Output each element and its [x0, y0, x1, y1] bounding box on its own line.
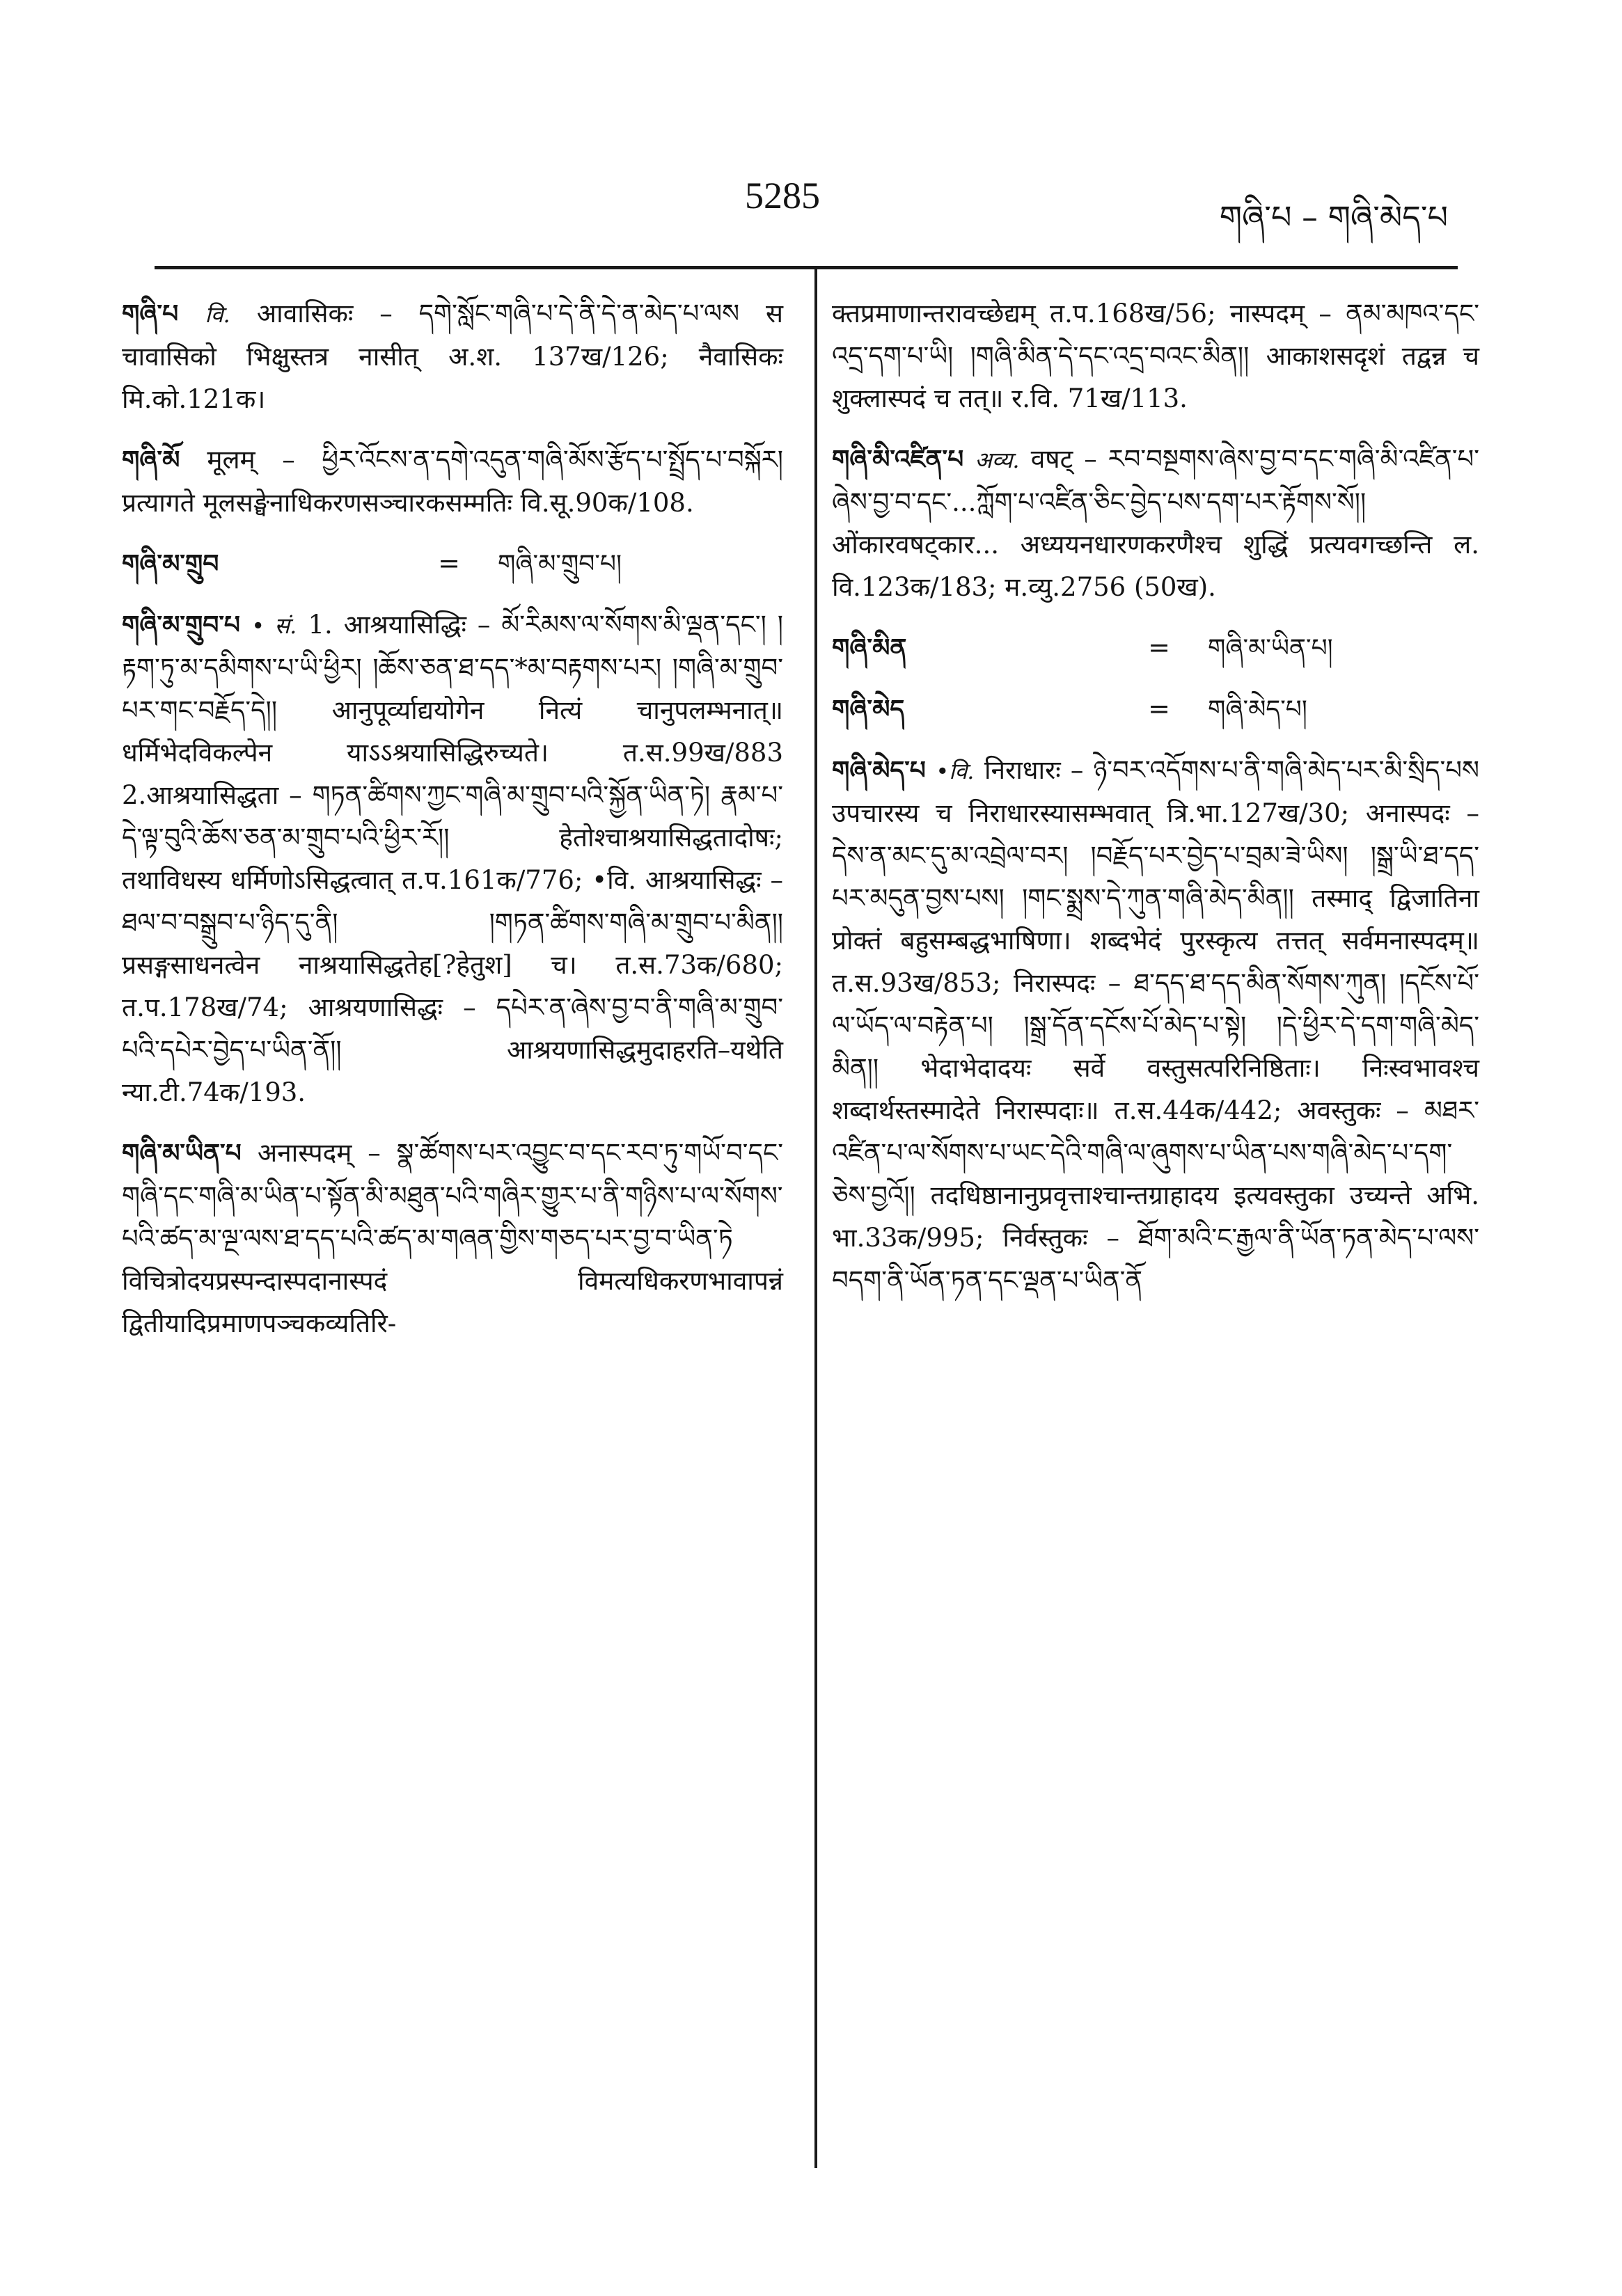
entry-grammar-label: वि.: [205, 301, 230, 328]
xref-target: གཞི་མ་ཡིན་པ།: [1208, 634, 1333, 663]
dictionary-entry: [122, 1132, 783, 1345]
entry-headword: གཞི་མོ: [122, 446, 180, 475]
dictionary-entry: [122, 292, 783, 420]
dictionary-entry: [832, 749, 1479, 1301]
entry-body: अनास्पदम् – སྣ་ཚོགས་པར་འབྱུང་བ་དང་རབ་ཏུ་གཡོ་བ་དང་གཞི་དང་གཞི་མ་ཡིན་པ་སྟོན་མི་མཐུན་པའི་གཞིར་གྱུར་པ་ནི་གཉིས་པ་ལ་སོགས་པའི་ཚད་མ་ལྔ་ལས་ཐ་དད་པའི་ཚད་མ་གཞན་གྱིས་གཅད་པར་བྱ་བ་ཡིན་ཏེ विचित्रोदयप्रस्पन्दास्पदानास्पदं विमत्यधिकरणभावापन्नं द्वितीयादिप्रमाणपञ्चकव्यतिरि-: [122, 1138, 783, 1338]
xref-target: གཞི་མེད་པ།: [1208, 695, 1307, 724]
running-head: གཞི་པ – གཞི་མེད་པ: [1219, 198, 1448, 236]
page-number: 5285: [745, 175, 820, 216]
xref-headword: གཞི་མེད: [832, 695, 905, 724]
entry-headword: གཞི་མི་འཛིན་པ: [832, 445, 964, 474]
header-rule: [155, 266, 1458, 269]
xref-headword: གཞི་མ་གྲུབ: [122, 550, 219, 578]
xref-equals: =: [438, 548, 460, 578]
entry-headword: གཞི་མེད་པ: [832, 757, 926, 785]
entry-body: आवासिकः – དགེ་སློང་གཞི་པ་དེ་ནི་དེ་ན་མེད་པ་ལས स चावासिको भिक्षुस्तत्र नासीत् अ.श. 137ख/126; नैवासिकः मि.को.121क।: [122, 299, 783, 414]
entry-headword: གཞི་མ་གྲུབ་པ: [122, 611, 240, 640]
dictionary-entry: [122, 603, 783, 1114]
cross-reference: [832, 626, 1479, 670]
entry-body: 1. आश्रयासिद्धिः – མོ་རིམས་ལ་སོགས་མི་ལྡན་དང་། །རྟག་ཏུ་མ་དམིགས་པ་ཡི་ཕྱིར། །ཆོས་ཅན་ཐ་དད་*མ་བརྟགས་པར། །གཞི་མ་གྲུབ་པར་གང་བརྗོད་དེ།། आनुपूर्व्याद्ययोगेन नित्यं चानुपलम्भनात्॥ धर्मिभेदविकल्पेन याऽऽश्रयासिद्धिरुच्यते। त.स.99ख/883 2.आश्रयासिद्धता – གཏན་ཚིགས་ཀྱང་གཞི་མ་གྲུབ་པའི་སྐྱོན་ཡིན་ཏེ། རྣམ་པ་དེ་ལྟ་བུའི་ཆོས་ཅན་མ་གྲུབ་པའི་ཕྱིར་རོ།། हेतोश्चाश्रयासिद्धतादोषः; तथाविधस्य धर्मिणोऽसिद्धत्वात् त.प.161क/776; •वि. आश्रयासिद्धः – ཐལ་བ་བསྒྲུབ་པ་ཉིད་དུ་ནི། །གཏན་ཚིགས་གཞི་མ་གྲུབ་པ་མིན།། प्रसङ्गसाधनत्वेन नाश्रयासिद्धतेह[?हेतुश] च। त.स.73क/680; त.प.178ख/74; आश्रयणासिद्धः – དཔེར་ན་ཞེས་བྱ་བ་ནི་གཞི་མ་གྲུབ་པའི་དཔེར་བྱེད་པ་ཡིན་ནོ།། आश्रयणासिद्धमुदाहरति–यथेति न्या.टी.74क/193.: [122, 610, 783, 1107]
entry-grammar-label: • सं.: [251, 612, 297, 639]
entry-body: मूलम् – ཕྱིར་འོངས་ན་དགེ་འདུན་གཞི་མོས་རྩོད་པ་སྤྲོད་པ་བསྐོར། प्रत्यागते मूलसङ्घेनाधिकरणसञ्चारकसम्मतिः वि.सू.90क/108.: [122, 445, 783, 518]
xref-target: གཞི་མ་གྲུབ་པ།: [498, 550, 622, 578]
entry-body: निराधारः – ཉེ་བར་འདོགས་པ་ནི་གཞི་མེད་པར་མི་སྲིད་པས उपचारस्य च निराधारस्यासम्भवात् त्रि.भा.127ख/30; अनास्पदः – དེས་ན་མང་དུ་མ་འབྲེལ་བར། །བརྗོད་པར་བྱེད་པ་བྲམ་ཟེ་ཡིས། །སྒྲ་ཡི་ཐ་དད་པར་མདུན་བྱས་པས། །གང་སྨྲས་དེ་ཀུན་གཞི་མེད་མིན།། तस्माद् द्विजातिना प्रोक्तं बहुसम्बद्धभाषिणा। शब्दभेदं पुरस्कृत्य तत्तत् सर्वमनास्पदम्॥ त.स.93ख/853; निरास्पदः – ཐ་དད་ཐ་དད་མིན་སོགས་ཀུན། །དངོས་པོ་ལ་ཡོད་ལ་བརྟེན་པ། །སྒྲ་དོན་དངོས་པོ་མེད་པ་སྟེ། །དེ་ཕྱིར་དེ་དག་གཞི་མེད་མིན།། भेदाभेदादयः सर्वे वस्तुसत्परिनिष्ठिताः। निःस्वभावश्च शब्दार्थस्तस्मादेते निरास्पदाः॥ त.स.44क/442; अवस्तुकः – མཐར་འཛིན་པ་ལ་སོགས་པ་ཡང་དེའི་གཞི་ལ་ཞུགས་པ་ཡིན་པས་གཞི་མེད་པ་དག་ཅེས་བྱའོ།། तदधिष्ठानानुप्रवृत्ताश्चान्तग्राहादय इत्यवस्तुका उच्यन्ते अभि. भा.33क/995; निर्वस्तुकः – ཐོག་མའི་ང་རྒྱལ་ནི་ཡོན་ཏན་མེད་པ་ལས་བདག་ནི་ཡོན་ཏན་དང་ལྡན་པ་ཡིན་ནོ: [832, 755, 1479, 1295]
entry-body: क्तप्रमाणान्तरावच्छेद्यम् त.प.168ख/56; नास्पदम् – ནམ་མཁའ་དང་འདྲ་དག་པ་ཡི། །གཞི་མིན་དེ་དང་འདྲ་བའང་མིན།། आकाशसदृशं तद्वन्न च शुक्लास्पदं च तत्॥ र.वि. 71ख/113.: [832, 299, 1479, 413]
xref-equals: =: [1148, 632, 1170, 663]
entry-grammar-label: अव्य.: [975, 447, 1020, 473]
dictionary-entry: [122, 438, 783, 524]
xref-equals: =: [1148, 693, 1170, 724]
cross-reference: [832, 688, 1479, 731]
entry-headword: གཞི་པ: [122, 300, 179, 328]
cross-reference: [122, 542, 783, 585]
right-column: [832, 292, 1479, 1320]
entry-body: वषट् – རབ་བསྔགས་ཞེས་བྱ་བ་དང་གཞི་མི་འཛིན་པ་ཞེས་བྱ་བ་དང་...ཀློག་པ་འཛིན་ཅིང་བྱེད་པས་དག་པར་རྟོགས་སོ།། ओंकारवषट्कार... अध्ययनधारणकरणैश्च शुद्धिं प्रत्यवगच्छन्ति ल. वि.123क/183; म.व्यु.2756 (50ख).: [832, 444, 1479, 602]
xref-headword: གཞི་མིན: [832, 634, 907, 663]
entry-grammar-label: •वि.: [936, 758, 975, 784]
dictionary-entry: [832, 438, 1479, 608]
column-divider: [814, 268, 817, 2168]
left-column: [122, 292, 783, 1363]
dictionary-entry-continued: [832, 292, 1479, 420]
entry-headword: གཞི་མ་ཡིན་པ: [122, 1139, 242, 1168]
